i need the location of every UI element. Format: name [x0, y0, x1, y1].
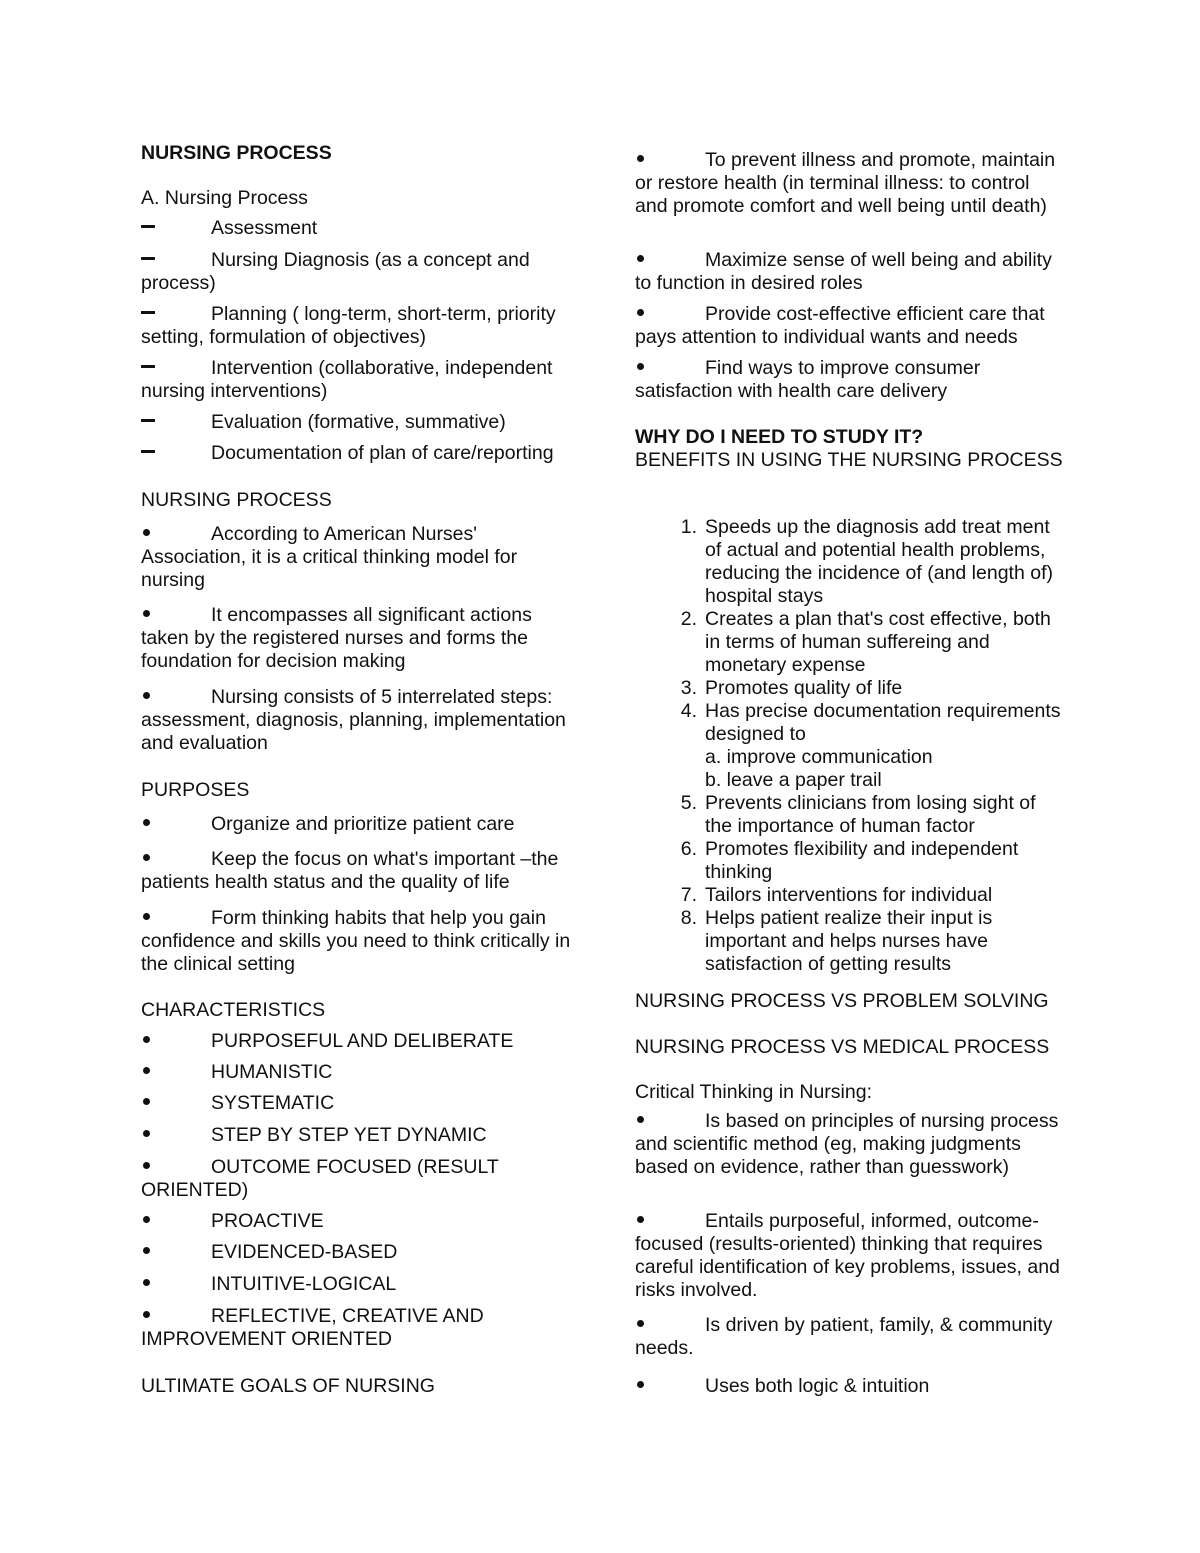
bullet-icon: [143, 610, 150, 617]
bullet-item: Maximize sense of well being and ability to function in desired roles: [635, 249, 1052, 294]
why-heading: WHY DO I NEED TO STUDY IT?: [635, 426, 924, 448]
bullet-icon: [637, 1216, 644, 1223]
bullet-icon: [637, 309, 644, 316]
bullet-item: According to American Nurses' Association, it is a critical thinking model for nursing: [141, 523, 518, 591]
list-item: 6. Promotes flexibility and independent thinking: [680, 838, 1019, 883]
dash-bullet-icon: [141, 450, 155, 453]
bullet-item: STEP BY STEP YET DYNAMIC: [141, 1124, 571, 1147]
dash-item: Intervention (collaborative, independent nursing interventions): [141, 357, 553, 402]
dash-bullet-icon: [141, 257, 155, 260]
list-item: 3. Promotes quality of life: [680, 677, 903, 699]
dash-item: Assessment: [141, 217, 571, 240]
bullet-icon: [637, 363, 644, 370]
bullet-item: REFLECTIVE, CREATIVE AND IMPROVEMENT ORIENTED: [141, 1305, 484, 1350]
bullet-icon: [143, 1162, 150, 1169]
vs-medical-process-heading: NURSING PROCESS VS MEDICAL PROCESS: [635, 1036, 1050, 1058]
list-item: 8. Helps patient realize their input is important and helps nurses have satisfaction of getting results: [680, 907, 993, 975]
dash-bullet-icon: [141, 225, 155, 228]
bullet-item: To prevent illness and promote, maintain or restore health (in terminal illness: to control and promote comfort and well being until death): [635, 149, 1056, 217]
bullet-item: Keep the focus on what's important –the patients health status and the quality of life: [141, 848, 559, 893]
critical-thinking-heading: Critical Thinking in Nursing:: [635, 1081, 872, 1103]
bullet-icon: [143, 1036, 150, 1043]
bullet-item: Form thinking habits that help you gain confidence and skills you need to think critically in the clinical setting: [141, 907, 571, 975]
bullet-icon: [637, 155, 644, 162]
bullet-item: Provide cost-effective efficient care that pays attention to individual wants and needs: [635, 303, 1045, 348]
benefits-list: [635, 516, 1065, 976]
vs-problem-solving-heading: NURSING PROCESS VS PROBLEM SOLVING: [635, 990, 1049, 1012]
benefits-heading: BENEFITS IN USING THE NURSING PROCESS: [635, 449, 1063, 471]
bullet-icon: [143, 1130, 150, 1137]
sub-item: b. leave a paper trail: [705, 769, 882, 791]
bullet-icon: [143, 819, 150, 826]
list-item: 2. Creates a plan that's cost effective, both in terms of human suffereing and monetary expense: [680, 608, 1051, 676]
bullet-item: Is based on principles of nursing process and scientific method (eg, making judgments based on evidence, rather than guesswork): [635, 1110, 1059, 1178]
dash-bullet-icon: [141, 365, 155, 368]
bullet-item: Organize and prioritize patient care: [141, 813, 571, 836]
list-item: 1. Speeds up the diagnosis add treat ment of actual and potential health problems, reducing the incidence of (and length of) hospital stays: [680, 516, 1053, 607]
bullet-item: It encompasses all significant actions taken by the registered nurses and forms the foundation for decision making: [141, 604, 532, 672]
bullet-item: SYSTEMATIC: [141, 1092, 571, 1115]
list-item: 7. Tailors interventions for individual: [680, 884, 993, 906]
bullet-item: Nursing consists of 5 interrelated steps: assessment, diagnosis, planning, implementation and evaluation: [141, 686, 566, 754]
list-item: 5. Prevents clinicians from losing sight of the importance of human factor: [680, 792, 1036, 837]
goals-heading: ULTIMATE GOALS OF NURSING: [141, 1375, 435, 1397]
bullet-item: HUMANISTIC: [141, 1061, 571, 1084]
bullet-icon: [143, 692, 150, 699]
bullet-icon: [637, 1116, 644, 1123]
bullet-icon: [143, 1279, 150, 1286]
section-a-heading: A. Nursing Process: [141, 187, 308, 209]
bullet-icon: [143, 1067, 150, 1074]
dash-item: Nursing Diagnosis (as a concept and process): [141, 249, 530, 294]
characteristics-heading: CHARACTERISTICS: [141, 999, 326, 1021]
bullet-icon: [637, 255, 644, 262]
bullet-icon: [143, 529, 150, 536]
bullet-item: PROACTIVE: [141, 1210, 571, 1233]
bullet-item: OUTCOME FOCUSED (RESULT ORIENTED): [141, 1156, 499, 1201]
bullet-item: Entails purposeful, informed, outcome-focused (results-oriented) thinking that requires careful identification of key problems, issues, and risks involved.: [635, 1210, 1060, 1301]
bullet-icon: [143, 1311, 150, 1318]
nursing-process-heading: NURSING PROCESS: [141, 489, 332, 511]
bullet-item: Is driven by patient, family, & community needs.: [635, 1314, 1053, 1359]
dash-item: Planning ( long-term, short-term, priority setting, formulation of objectives): [141, 303, 556, 348]
bullet-icon: [143, 1247, 150, 1254]
bullet-item: Find ways to improve consumer satisfaction with health care delivery: [635, 357, 981, 402]
bullet-icon: [637, 1381, 644, 1388]
bullet-icon: [143, 913, 150, 920]
bullet-icon: [143, 1216, 150, 1223]
bullet-icon: [143, 854, 150, 861]
dash-bullet-icon: [141, 311, 155, 314]
bullet-icon: [143, 1098, 150, 1105]
bullet-icon: [637, 1320, 644, 1327]
bullet-item: Uses both logic & intuition: [635, 1375, 1065, 1398]
bullet-item: EVIDENCED-BASED: [141, 1241, 571, 1264]
document-title: NURSING PROCESS: [141, 142, 332, 164]
list-item: 4. Has precise documentation requirements designed to a. improve communication b. leave a paper trail: [635, 700, 1065, 792]
sub-item: a. improve communication: [705, 746, 933, 768]
bullet-item: INTUITIVE-LOGICAL: [141, 1273, 571, 1296]
dash-bullet-icon: [141, 419, 155, 422]
bullet-item: PURPOSEFUL AND DELIBERATE: [141, 1030, 571, 1053]
purposes-heading: PURPOSES: [141, 779, 250, 801]
dash-item: Evaluation (formative, summative): [141, 411, 571, 434]
dash-item: Documentation of plan of care/reporting: [141, 442, 571, 465]
